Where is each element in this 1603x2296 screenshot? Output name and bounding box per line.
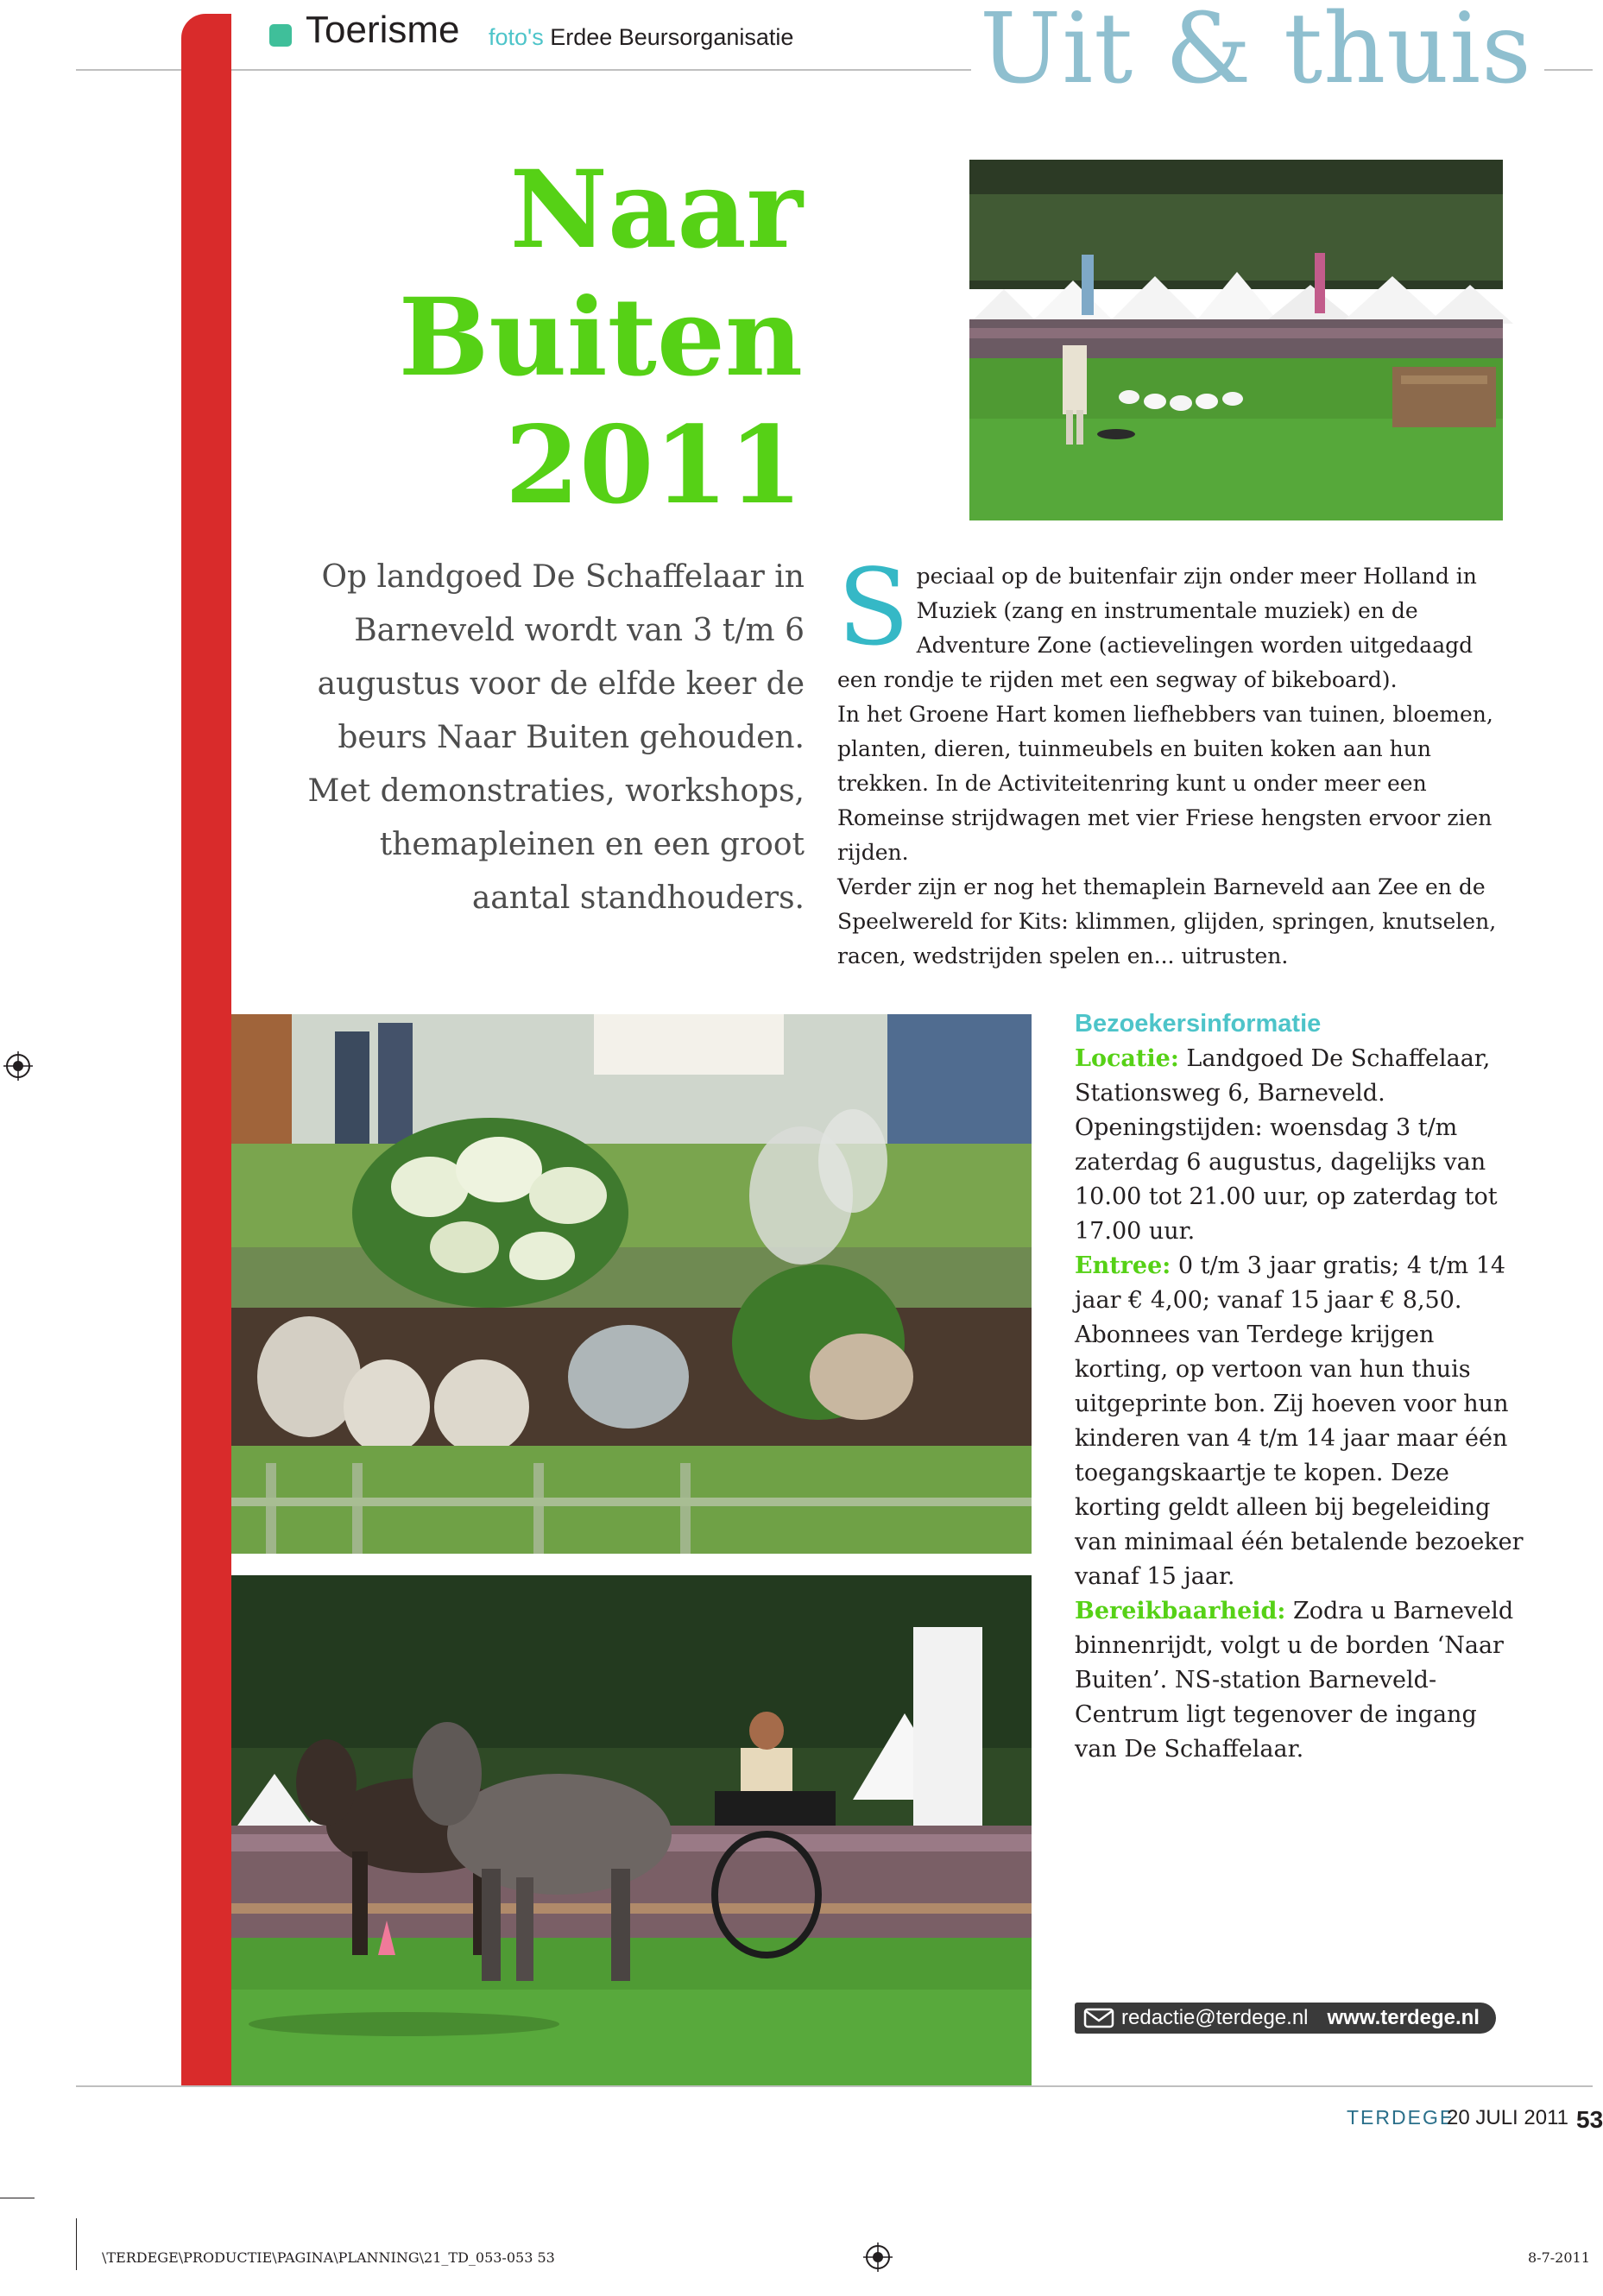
contact-email[interactable]: redactie@terdege.nl [1121, 2006, 1309, 2029]
photo-credit-name: Erdee Beursorganisatie [550, 24, 794, 50]
red-side-bar [181, 14, 231, 2085]
registration-mark-icon [863, 2242, 893, 2272]
envelope-icon [1083, 2008, 1114, 2028]
info-entry-text: 0 t/m 3 jaar gratis; 4 t/m 14 jaar € 4,00; vanaf 15 jaar € 8,50. Abonnees van Terdege krijgen korting, op vertoon van hun thuis uitgeprinte bon. Zij hoeven voor hun kinderen van 4 t/m 14 jaar maar één toegangskaartje te kopen. Deze korting geldt alleen bij begeleiding van minimaal één betalende bezoeker vanaf 15 jaar. [1075, 1252, 1524, 1590]
headline-line: Buiten [398, 275, 803, 401]
visitor-info [1075, 1006, 1524, 1767]
headline [399, 147, 803, 530]
contact-website[interactable]: www.terdege.nl [1327, 2006, 1480, 2029]
registration-mark-icon [3, 1051, 33, 1081]
photo-credit-prefix: foto's [489, 24, 544, 50]
headline-line: Naar [509, 148, 803, 273]
photo-flower-display [231, 1014, 1032, 1554]
photo-horse-carriage [231, 1575, 1032, 2086]
article-paragraph: Verder zijn er nog het themaplein Barneveld aan Zee en de Speelwereld for Kits: klimmen, glijden, springen, knutselen, racen, wedstrijden spelen en... uitrusten. [837, 874, 1497, 968]
info-location-label: Locatie: [1075, 1045, 1179, 1072]
visitor-info-heading: Bezoekersinformatie [1075, 1010, 1322, 1038]
info-access-text: Zodra u Barneveld binnenrijdt, volgt u de borden ‘Naar Buiten’. NS-station Barneveld-Centrum ligt tegenover de ingang van De Schaffelaar. [1075, 1598, 1514, 1763]
contact-bar [1075, 2003, 1496, 2034]
section-brand-title: Uit & thuis [971, 0, 1544, 105]
photo-credit [489, 24, 793, 51]
info-access-label: Bereikbaarheid: [1075, 1598, 1286, 1624]
info-location [1075, 1042, 1524, 1249]
photo-show-ring [969, 160, 1503, 520]
footer-date: 20 JULI 2011 [1447, 2106, 1568, 2129]
article-body [837, 546, 1502, 974]
headline-line: 2011 [504, 403, 803, 528]
info-location-text: Landgoed De Schaffelaar, Stationsweg 6, Barneveld. Openingstijden: woensdag 3 t/m zaterdag 6 augustus, dagelijks van 10.00 tot 21.00 uur, op zaterdag tot 17.00 uur. [1075, 1045, 1498, 1245]
print-slug-path: \TERDEGE\PRODUCTIE\PAGINA\PLANNING\21_TD_053-053 53 [102, 2249, 555, 2266]
square-bullet-icon [269, 24, 292, 47]
section-label: Toerisme [306, 9, 460, 51]
article-paragraph: In het Groene Hart komen liefhebbers van tuinen, bloemen, planten, dieren, tuinmeubels en buiten koken aan hun trekken. In de Activiteitenring kunt u onder meer een Romeinse strijdwagen met vier Friese hengsten ervoor zien rijden. [837, 702, 1493, 865]
info-entry-label: Entree: [1075, 1252, 1171, 1279]
crop-mark [76, 2218, 77, 2270]
article-paragraph: peciaal op de buitenfair zijn onder meer Holland in Muziek (zang en instrumentale muziek) en de Adventure Zone (actievelingen worden uitgedaagd een rondje te rijden met een segway of bikeboard). [837, 564, 1477, 692]
intro-text: Op landgoed De Schaffelaar in Barneveld wordt van 3 t/m 6 augustus voor de elfde keer de beurs Naar Buiten gehouden. Met demonstraties, workshops, themapleinen en een groot aantal standhouders. [307, 559, 805, 916]
info-entry [1075, 1249, 1524, 1594]
print-slug-date: 8-7-2011 [1528, 2249, 1590, 2266]
drop-cap: S [837, 546, 910, 669]
footer-magazine: TERDEGE [1347, 2106, 1455, 2129]
info-access [1075, 1594, 1524, 1767]
page-number: 53 [1576, 2106, 1603, 2133]
footer-rule [76, 2085, 1593, 2087]
